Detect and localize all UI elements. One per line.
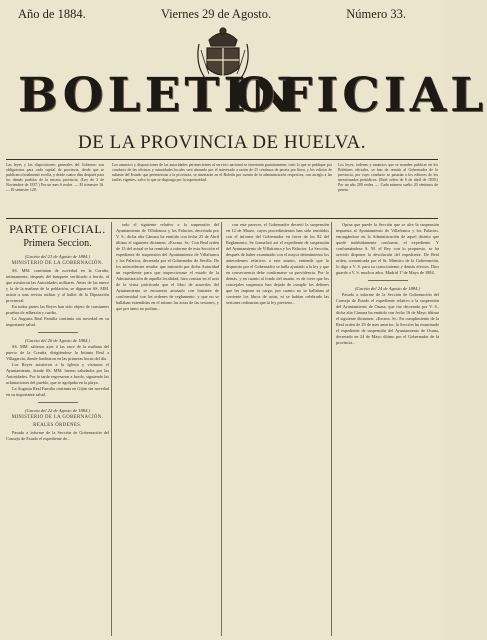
paragraph: Pasado a informe de la Sección de Gobernación del Consejo de Estado el expediente de...: [6, 430, 109, 441]
divider: [368, 280, 408, 281]
ministry-heading: MINISTERIO DE LA GOBERNACIÓN.: [11, 415, 104, 420]
gazette-date: (Gaceta del 26 de Agosto de 1884.): [24, 338, 91, 343]
paragraph: Los Reyes asistieron a la Iglesia y visitaron el Ayuntamiento, donde SS. MM. fueron saludados por las Autoridades. Por la tarde regresaron a bordo, siguiendo las aclamaciones del pueblo, que se agolpaba en la playa.: [6, 362, 109, 385]
paragraph: La Augusta Real Familia continúa en Gijón sin novedad en su importante salud.: [6, 386, 109, 397]
paragraph: con este parecer, el Gobernador decretó la suspensión en 12 de Marzo, cuyos procedimientos han sido remitidos con el informe del Gobernador en favor de los 82 del Reglamento. Se formalizó así el expediente de suspensión del Ayuntamiento de Villafranca y los Palacios. La Sección, después de haber examinado con el mayor detenimiento los antecedentes relativos a este asunto, entiende que lo dispuesto por el Gobernador se halla ajustado a la ley y que en consecuencia debe confirmarse su providencia. Por lo demás, y en cuanto al fondo del asunto, es de creer que los concejales suspensos han dejado de cumplir los deberes que les impone su cargo, por cuanto no se hallaban al corriente los libros de actas, ni se habían celebrado las sesiones ordinarias que la ley previene...: [226, 222, 329, 305]
paragraph: SS. MM. salieron ayer á las once de la mañana del puerto de la Coruña, dirigiéndose la Infanta Real a Villagarcía, donde fondearon en las primeras horas del día.: [6, 344, 109, 361]
column-3: [226, 222, 329, 636]
column-2: [116, 222, 219, 636]
date-label: Viernes 29 de Agosto.: [160, 6, 272, 21]
paragraph: La Augusta Real Familia continúa sin novedad en su importante salud.: [6, 316, 109, 327]
paragraph: Pasado a informe de la Sección de Gobernación del Consejo de Estado el expediente relativo a la suspensión del Ayuntamiento de Osuna, que fue decretada por V. S., dicha alta Cámara ha emitido con fecha 16 de Mayo último el siguiente dictamen: «Excmo. Sr.: En cumplimiento de la Real orden de 29 de mes anterior, la Sección ha examinado el expediente de suspensión del Ayuntamiento de Osuna, decretado en 24 de Mayo último por el Gobernador de la provincia...: [336, 292, 439, 345]
column-divider: [331, 222, 332, 636]
column-1: [6, 222, 109, 636]
paragraph: Opina que puede la Sección que se alce la suspensión impuesta al Ayuntamiento de Villafranca y los Palacios, encargándose en la Administración de aquel distrito que quede indebidamente conforme, el expediente. Y conformándose S. M. el Rey con lo propuesto, se ha servido disponer la devolución del expediente. De Real orden, comunicada por el Sr. Ministro de la Gobernación, lo digo a V. S. para su conocimiento y demás efectos. Dios guarde a V. S. muchos años. Madrid 1º de Mayo de 1884.: [336, 222, 439, 275]
paragraph: SS. MM. continúan de novedad en la Coruña, intimamente, después del banquete verificado a bordo, al que asistieron las Autoridades militares. Antes de las nueve y la de la mañana de la población, se dignaron SS. MM. asistir a una revista militar y al ballet de la Diputación provincial.: [6, 268, 109, 303]
year-label: Año de 1884.: [18, 6, 86, 21]
dateline: [8, 3, 436, 25]
masthead-word-boletin: BOLETIN: [18, 68, 297, 123]
section-subheading: Primera Seccion.: [23, 238, 92, 249]
top-rule: [6, 159, 438, 160]
gazette-date: (Gaceta del 24 de Agosto de 1884.): [354, 286, 421, 291]
masthead: [4, 68, 487, 123]
column-4: [336, 222, 439, 636]
section-heading: PARTE OFICIAL.: [9, 222, 106, 236]
masthead-word-oficial: OFICIAL: [234, 68, 487, 123]
middle-rule: [6, 218, 438, 219]
issue-number: Número 33.: [346, 6, 406, 21]
notice-announcements: Los anuncios y disposiciones de las autoridades pertenecientes al servicio nacional se insertarán gratuitamente; todo lo que se publique por conducto de las oficinas y autoridades locales será abonado por el interesado a razón de 25 céntimos de peseta por línea, y los edictos de subasta del Estado que pertenezcan a la provincia, se insertarán en el Boletín por cuenta de la administración respectiva, con arreglo a las tarifas vigentes, salvo lo que se disponga por la superioridad.: [112, 163, 332, 183]
paragraph: En todos partes las Reyes han sido objeto de constantes pruebas de adhesión y cariño.: [6, 304, 109, 315]
divider: [38, 332, 78, 333]
decree-heading: REALES ÓRDENES.: [33, 423, 82, 428]
paragraph: tado el siguiente relativo a la suspensión del Ayuntamiento de Villafranca y los Palacios, decretada por V. S., dicha alta Cámara ha emitido con fecha 25 de Abril último el siguiente dictamen: «Excmo. Sr.: Con Real orden de 15 del actual se ha remitido a informe de esta Sección el expediente de suspensión del Ayuntamiento de Villafranca y los Palacios, decretada por el Gobernador de Sevilla. De los antecedentes resulta: que instruido por dicha Autoridad un expediente para que inspeccionase el estado de la Administración de aquella localidad, hizo constar en el acto de la visita prácticada que el libro de acuerdos del Ayuntamiento se encuentra atrasado con bastante de conformidad con las ordenes de reglamento, y que no se hallaban extendidas en el mismo las actas de las sesiones, y que por tanto no podian...: [116, 222, 219, 311]
column-divider: [111, 222, 112, 636]
notice-laws: Las leyes y las disposiciones generales del Gobierno son obligatorias para cada capital de provincia, desde que se publican oficialmente en ella, y desde cuatro días después para los demás pueblos de la misma provincia. (Ley de 3 de Noviembre de 1837.) Por un mes 6 reales. — El trimestre 16. — El semestre 128.: [6, 163, 104, 193]
notice-subscriptions: Los leyes, órdenes y anuncios que se manden publicar en los Boletines oficiales, se han de remitir al Gobernador de la provincia, por cuyo conducto se pasarán a los editores de los mencionados periódicos. (Real orden de 6 de abril de 1839.) Por un año 200 reales. — Cada número suelto 20 céntimos de peseta.: [338, 163, 438, 193]
gazette-date: (Gaceta del 22 de Agosto de 1884.): [24, 408, 91, 413]
ministry-heading: MINISTERIO DE LA GOBERNACIÓN.: [11, 261, 104, 266]
gazette-date: (Gaceta del 23 de Agosto de 1884.): [24, 254, 91, 259]
column-divider: [221, 222, 222, 636]
province-title: DE LA PROVINCIA DE HUELVA.: [78, 132, 366, 153]
divider: [38, 402, 78, 403]
